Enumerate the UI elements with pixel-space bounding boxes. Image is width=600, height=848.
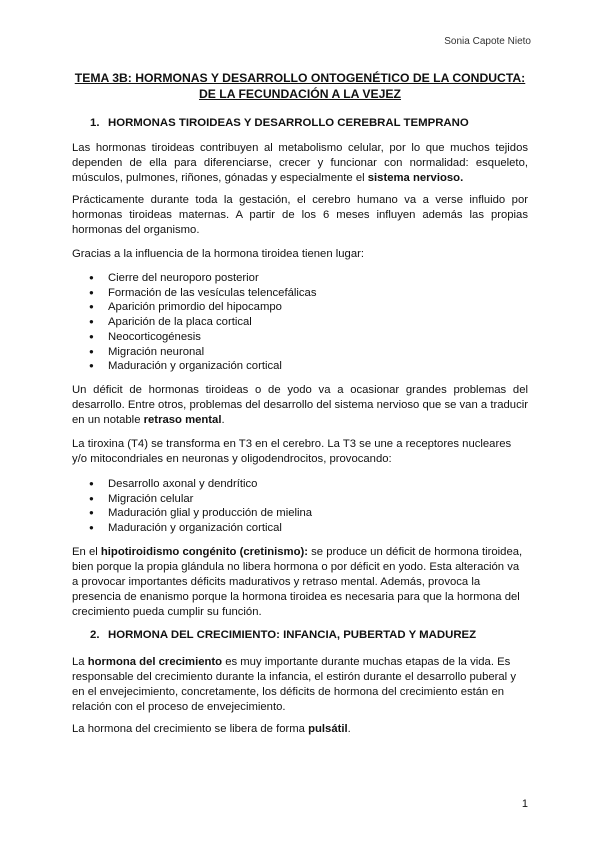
section-2-paragraph-2 xyxy=(72,722,528,737)
section-2-number: 2. xyxy=(90,629,100,641)
s2p1-bold: hormona del crecimiento xyxy=(87,656,223,668)
s2p2-start: La hormona del crecimiento se libera de forma xyxy=(72,723,309,735)
page-number: 1 xyxy=(521,798,528,810)
section-1-paragraph-4 xyxy=(72,383,528,428)
s1p6-start: En el xyxy=(72,546,101,558)
list-item: ● Desarrollo axonal y dendrítico xyxy=(72,477,528,492)
title-line-2: DE LA FECUNDACIÓN A LA VEJEZ xyxy=(198,87,401,101)
section-1-number: 1. xyxy=(90,117,100,129)
page-title xyxy=(72,70,528,102)
s1p1-bold: sistema nervioso. xyxy=(367,172,464,184)
s1p6-text: se produce un déficit de hormona tiroidea, bien porque la propia glándula no libera hormona o por déficit en yodo. Esta alteración va a provocar importantes déficits madurativos y retraso mental. Además, provoca la presencia de enanismo porque la hormona tiroidea es necesaria para que la hormona del crecimiento pueda cumplir su función. xyxy=(72,546,523,618)
list-item: ● Aparición de la placa cortical xyxy=(72,315,528,330)
s1p4-end: . xyxy=(221,414,225,426)
list-item: ● Maduración glial y producción de mielina xyxy=(72,506,528,521)
list-item: ● Maduración y organización cortical xyxy=(72,521,528,536)
section-1-paragraph-5: La tiroxina (T4) se transforma en T3 en el cerebro. La T3 se une a receptores nucleares y/o mitocondriales en neuronas y oligodendrocitos, provocando: xyxy=(72,438,512,465)
list-item: ● Cierre del neuroporo posterior xyxy=(72,271,528,286)
section-1-title: HORMONAS TIROIDEAS Y DESARROLLO CEREBRAL TEMPRANO xyxy=(108,117,469,129)
s1p1-text: Las hormonas tiroideas contribuyen al metabolismo celular, por lo que muchos tejidos dependen de ella para diferenciarse, crecer y funcionar con normalidad: esqueleto, músculos, pulmones, riñones, gónadas y especialmente el xyxy=(72,142,528,184)
title-line-1: TEMA 3B: HORMONAS Y DESARROLLO ONTOGENÉTICO DE LA CONDUCTA: xyxy=(74,71,526,85)
list-item: ● Formación de las vesículas telencefálicas xyxy=(72,286,528,301)
s1p4-bold: retraso mental xyxy=(143,414,222,426)
s2p1-text: es muy importante durante muchas etapas de la vida. Es responsable del crecimiento durante la infancia, el estirón durante el desarrollo puberal y en el envejecimiento, concretamente, los déficits de hormona del crecimiento están en relación con el proceso de envejecimiento. xyxy=(72,656,516,713)
list-item: ● Aparición primordio del hipocampo xyxy=(72,300,528,315)
t3-effects-list xyxy=(72,477,528,536)
section-1-heading xyxy=(90,116,469,130)
list-item: ● Migración celular xyxy=(72,492,528,507)
section-1-paragraph-2: Prácticamente durante toda la gestación, el cerebro humano va a verse influido por hormonas tiroideas maternas. A partir de los 6 meses influyen además las propias hormonas del organismo. xyxy=(72,194,528,236)
hormone-effects-list xyxy=(72,271,528,374)
author-header: Sonia Capote Nieto xyxy=(444,36,531,47)
section-2-heading xyxy=(90,628,476,642)
section-1-paragraph-6 xyxy=(72,545,528,620)
s1p6-bold: hipotiroidismo congénito (cretinismo): xyxy=(100,546,308,558)
list-item: ● Maduración y organización cortical xyxy=(72,359,528,374)
list-item: ● Migración neuronal xyxy=(72,345,528,360)
section-2-title: HORMONA DEL CRECIMIENTO: INFANCIA, PUBERTAD Y MADUREZ xyxy=(108,629,477,641)
section-2-paragraph-1 xyxy=(72,655,528,715)
list-item: ● Neocorticogénesis xyxy=(72,330,528,345)
s1p4-text: Un déficit de hormonas tiroideas o de yodo va a ocasionar grandes problemas del desarrollo. Entre otros, problemas del desarrollo del sistema nervioso que se van a traducir en un notable xyxy=(72,384,528,426)
s2p1-start: La xyxy=(72,656,88,668)
section-1-paragraph-3: Gracias a la influencia de la hormona tiroidea tienen lugar: xyxy=(72,248,365,260)
s2p2-end: . xyxy=(347,723,351,735)
s2p2-bold: pulsátil xyxy=(308,723,348,735)
section-1-paragraph-1 xyxy=(72,141,528,186)
